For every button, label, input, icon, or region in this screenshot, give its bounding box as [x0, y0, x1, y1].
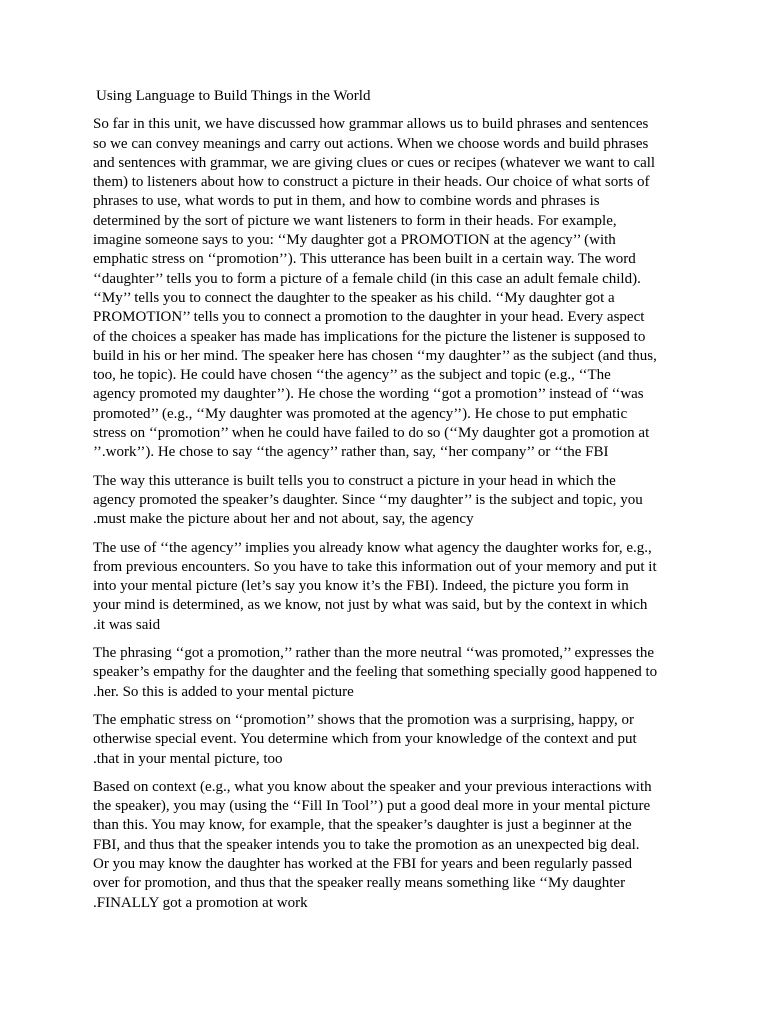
text-line: ‘‘daughter’’ tells you to form a picture of a female child (in this case an adult female child). [93, 270, 641, 287]
text-line: ‘‘My’’ tells you to connect the daughter to the speaker as his child. ‘‘My daughter got a [93, 289, 615, 306]
paragraph [93, 539, 677, 635]
text-line: the speaker), you may (using the ‘‘Fill In Tool’’) put a good deal more in your mental picture [93, 798, 651, 815]
document-title: Using Language to Build Things in the World [96, 88, 371, 104]
text-line: your mind is determined, as we know, not just by what was said, but by the context in which [93, 597, 648, 614]
text-line: So far in this unit, we have discussed how grammar allows us to build phrases and sentences [93, 116, 649, 133]
text-line: determined by the sort of picture we want listeners to form in their heads. For example, [93, 212, 617, 229]
text-line: imagine someone says to you: ‘‘My daughter got a PROMOTION at the agency’’ (with [93, 232, 616, 249]
text-line: The way this utterance is built tells you to construct a picture in your head in which the [93, 472, 616, 489]
text-line: speaker’s empathy for the daughter and the feeling that something specially good happened to [93, 664, 658, 681]
text-line: agency promoted the speaker’s daughter. Since ‘‘my daughter’’ is the subject and topic, you [93, 491, 643, 508]
text-line: Or you may know the daughter has worked at the FBI for years and been regularly passed [93, 855, 633, 872]
text-line: emphatic stress on ‘‘promotion’’). This utterance has been built in a certain way. The word [93, 251, 636, 268]
text-line: .must make the picture about her and not about, say, the agency [93, 511, 474, 528]
text-line: and sentences with grammar, we are giving clues or cues or recipes (whatever we want to call [93, 154, 656, 171]
text-line: .her. So this is added to your mental picture [93, 683, 354, 700]
text-line: over for promotion, and thus that the speaker really means something like ‘‘My daughter [93, 875, 626, 892]
paragraph [93, 472, 677, 530]
text-line: .that in your mental picture, too [93, 750, 283, 767]
text-line: The phrasing ‘‘got a promotion,’’ rather than the more neutral ‘‘was promoted,’’ expresses the [93, 645, 655, 662]
text-line: of the choices a speaker has made has implications for the picture the listener is supposed to [93, 328, 646, 345]
text-line: build in his or her mind. The speaker here has chosen ‘‘my daughter’’ as the subject (and thus, [93, 347, 657, 364]
text-line: The use of ‘‘the agency’’ implies you already know what agency the daughter works for, e.g., [93, 539, 652, 556]
document-body [93, 87, 677, 922]
text-line: .FINALLY got a promotion at work [93, 894, 308, 911]
text-line: agency promoted my daughter’’). He chose the wording ‘‘got a promotion’’ instead of ‘‘was [93, 386, 644, 403]
text-line: into your mental picture (let’s say you know it’s the FBI). Indeed, the picture you form in [93, 578, 629, 595]
paragraph [93, 711, 677, 769]
text-line: PROMOTION’’ tells you to connect a promotion to the daughter in your head. Every aspect [93, 309, 645, 326]
paragraph [93, 115, 677, 462]
text-line: otherwise special event. You determine which from your knowledge of the context and put [93, 731, 637, 748]
text-line: so we can convey meanings and carry out actions. When we choose words and build phrases [93, 135, 649, 152]
text-line: phrases to use, what words to put in them, and how to combine words and phrases is [93, 193, 600, 210]
text-line: .it was said [93, 616, 161, 633]
paragraph [93, 644, 677, 702]
text-line: them) to listeners about how to construct a picture in their heads. Our choice of what sorts of [93, 174, 650, 191]
text-line: stress on ‘‘promotion’’ when he could have failed to do so (‘‘My daughter got a promotion at [93, 425, 650, 442]
text-line: FBI, and thus that the speaker intends you to take the promotion as an unexpected big deal. [93, 836, 640, 853]
text-line: too, he topic). He could have chosen ‘‘the agency’’ as the subject and topic (e.g., ‘‘The [93, 367, 611, 384]
text-line: ’’.work’’). He chose to say ‘‘the agency’’ rather than, say, ‘‘her company’’ or ‘‘the FBI [93, 444, 609, 461]
text-line: Based on context (e.g., what you know about the speaker and your previous interactions with [93, 778, 652, 795]
text-line: than this. You may know, for example, that the speaker’s daughter is just a beginner at the [93, 817, 632, 834]
text-line: promoted’’ (e.g., ‘‘My daughter was promoted at the agency’’). He chose to put emphatic [93, 405, 628, 422]
paragraph [93, 778, 677, 913]
text-line: The emphatic stress on ‘‘promotion’’ shows that the promotion was a surprising, happy, or [93, 711, 635, 728]
text-line: from previous encounters. So you have to take this information out of your memory and put it [93, 558, 657, 575]
